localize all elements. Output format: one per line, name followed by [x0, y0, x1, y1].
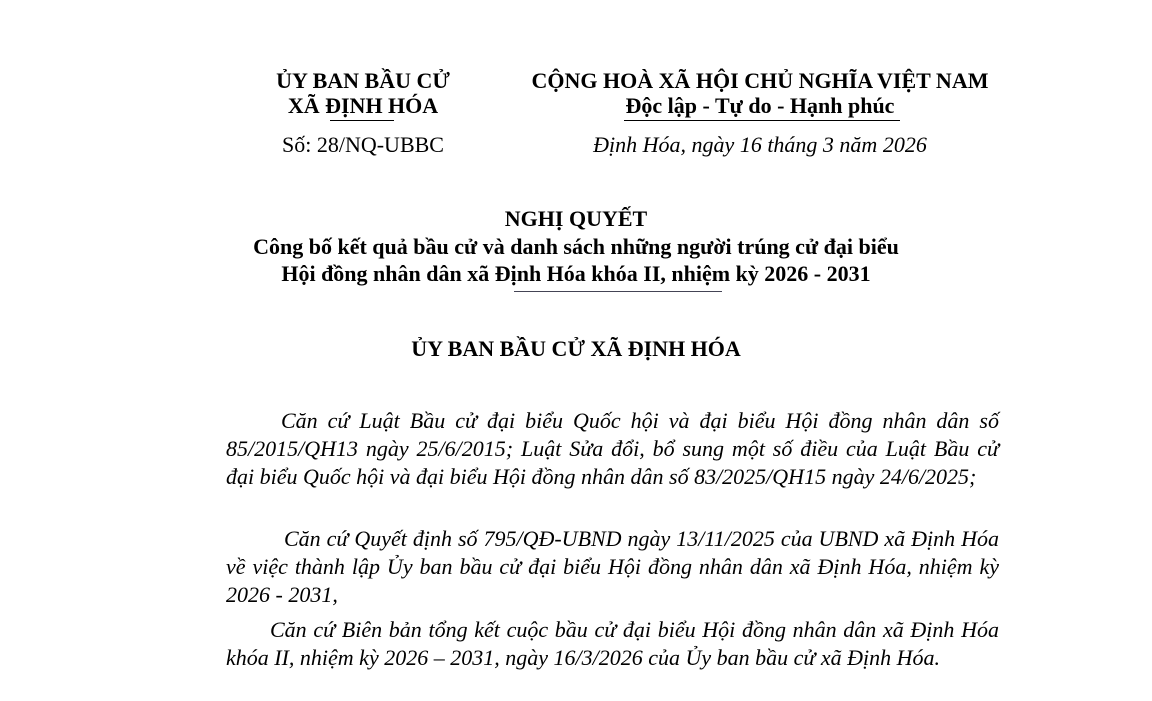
document-number: Số: 28/NQ-UBBC	[282, 132, 444, 157]
document-type-title: NGHỊ QUYẾT	[504, 206, 648, 231]
subject-line-2: Hội đồng nhân dân xã Định Hóa khóa II, nhiệm kỳ 2026 - 2031	[281, 261, 871, 286]
motto-underline	[624, 120, 900, 121]
title-underline	[514, 291, 722, 292]
subject-line-1: Công bố kết quả bầu cử và danh sách những người trúng cử đại biểu	[253, 234, 899, 259]
national-motto: Độc lập - Tự do - Hạnh phúc	[625, 93, 895, 118]
nation-title: CỘNG HOÀ XÃ HỘI CHỦ NGHĨA VIỆT NAM	[531, 68, 989, 93]
issuing-org-line2: XÃ ĐỊNH HÓA	[287, 93, 439, 118]
issuing-authority: ỦY BAN BẦU CỬ XÃ ĐỊNH HÓA	[411, 336, 741, 361]
preamble-paragraph-2: Căn cứ Quyết định số 795/QĐ-UBND ngày 13/11/2025 của UBND xã Định Hóa về việc thành lập Ủy ban bầu cử đại biểu Hội đồng nhân dân xã Định Hóa, nhiệm kỳ 2026 - 2031,	[226, 526, 999, 607]
place-date: Định Hóa, ngày 16 tháng 3 năm 2026	[593, 132, 927, 157]
preamble-paragraph-3: Căn cứ Biên bản tổng kết cuộc bầu cử đại biểu Hội đồng nhân dân xã Định Hóa khóa II, nhiệm kỳ 2026 – 2031, ngày 16/3/2026 của Ủy ban bầu cử xã Định Hóa.	[226, 617, 999, 670]
preamble-paragraph-1: Căn cứ Luật Bầu cử đại biểu Quốc hội và đại biểu Hội đồng nhân dân số 85/2015/QH13 ngày 25/6/2015; Luật Sửa đổi, bổ sung một số điều của Luật Bầu cử đại biểu Quốc hội và đại biểu Hội đồng nhân dân số 83/2025/QH15 ngày 24/6/2025;	[226, 408, 999, 489]
org-underline	[330, 120, 394, 121]
issuing-org-line1: ỦY BAN BẦU CỬ	[276, 68, 450, 93]
